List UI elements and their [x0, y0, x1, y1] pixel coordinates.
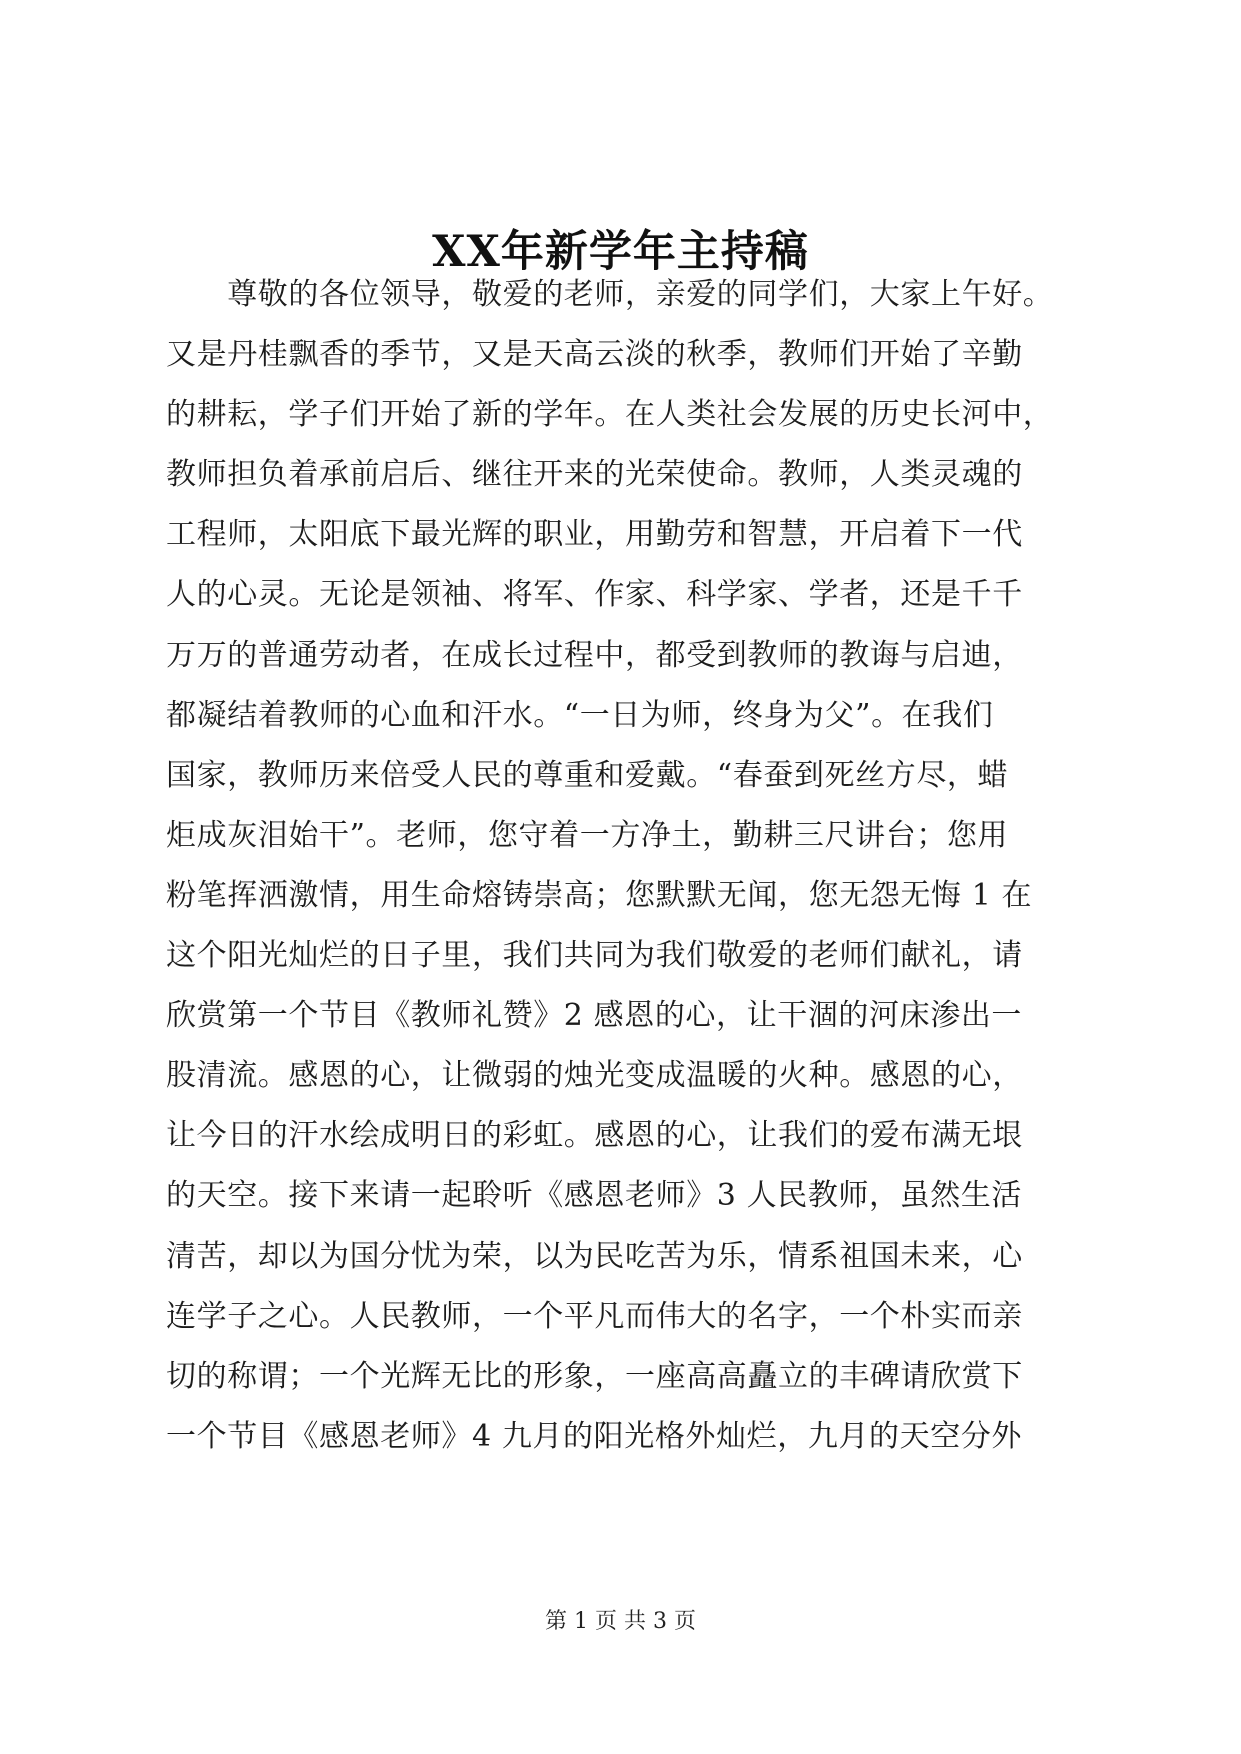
- document-body: [166, 265, 1086, 1467]
- body-line: 让今日的汗水绘成明日的彩虹。感恩的心，让我们的爱布满无垠: [166, 1118, 1023, 1154]
- body-line: 粉笔挥洒激情，用生命熔铸崇高；您默默无闻，您无怨无悔 1 在: [166, 877, 1033, 913]
- body-line: 切的称谓；一个光辉无比的形象，一座高高矗立的丰碑请欣赏下: [166, 1358, 1023, 1394]
- body-line: 一个节目《感恩老师》4 九月的阳光格外灿烂，九月的天空分外: [166, 1418, 1023, 1454]
- body-line: 国家，教师历来倍受人民的尊重和爱戴。“春蚕到死丝方尽，蜡: [166, 757, 1009, 793]
- body-line: 万万的普通劳动者，在成长过程中，都受到教师的教诲与启迪，: [166, 637, 1023, 673]
- document-title: XX年新学年主持稿: [432, 227, 809, 277]
- body-line: 股清流。感恩的心，让微弱的烛光变成温暖的火种。感恩的心，: [166, 1058, 1023, 1094]
- body-line: 欣赏第一个节目《教师礼赞》2 感恩的心，让干涸的河床渗出一: [166, 998, 1023, 1034]
- body-line: 都凝结着教师的心血和汗水。“一日为师，终身为父”。在我们: [166, 697, 994, 733]
- body-line: 连学子之心。人民教师，一个平凡而伟大的名字，一个朴实而亲: [166, 1298, 1023, 1334]
- body-line: 又是丹桂飘香的季节，又是天高云淡的秋季，教师们开始了辛勤: [166, 337, 1023, 373]
- body-line: 工程师，太阳底下最光辉的职业，用勤劳和智慧，开启着下一代: [166, 517, 1023, 553]
- body-line: 的耕耘，学子们开始了新的学年。在人类社会发展的历史长河中，: [166, 397, 1054, 433]
- page-footer: 第 1 页 共 3 页: [545, 1609, 696, 1634]
- body-line: 教师担负着承前启后、继往开来的光荣使命。教师，人类灵魂的: [166, 457, 1023, 493]
- body-line: 炬成灰泪始干”。老师，您守着一方净土，勤耕三尺讲台；您用: [166, 817, 1009, 853]
- body-line: 这个阳光灿烂的日子里，我们共同为我们敬爱的老师们献礼，请: [166, 938, 1023, 974]
- body-line: 的天空。接下来请一起聆听《感恩老师》3 人民教师，虽然生活: [166, 1178, 1023, 1214]
- body-line: 人的心灵。无论是领袖、将军、作家、科学家、学者，还是千千: [166, 577, 1023, 613]
- body-line: 尊敬的各位领导，敬爱的老师，亲爱的同学们，大家上午好。: [166, 277, 1054, 312]
- body-line: 清苦，却以为国分忧为荣，以为民吃苦为乐，情系祖国未来，心: [166, 1238, 1023, 1274]
